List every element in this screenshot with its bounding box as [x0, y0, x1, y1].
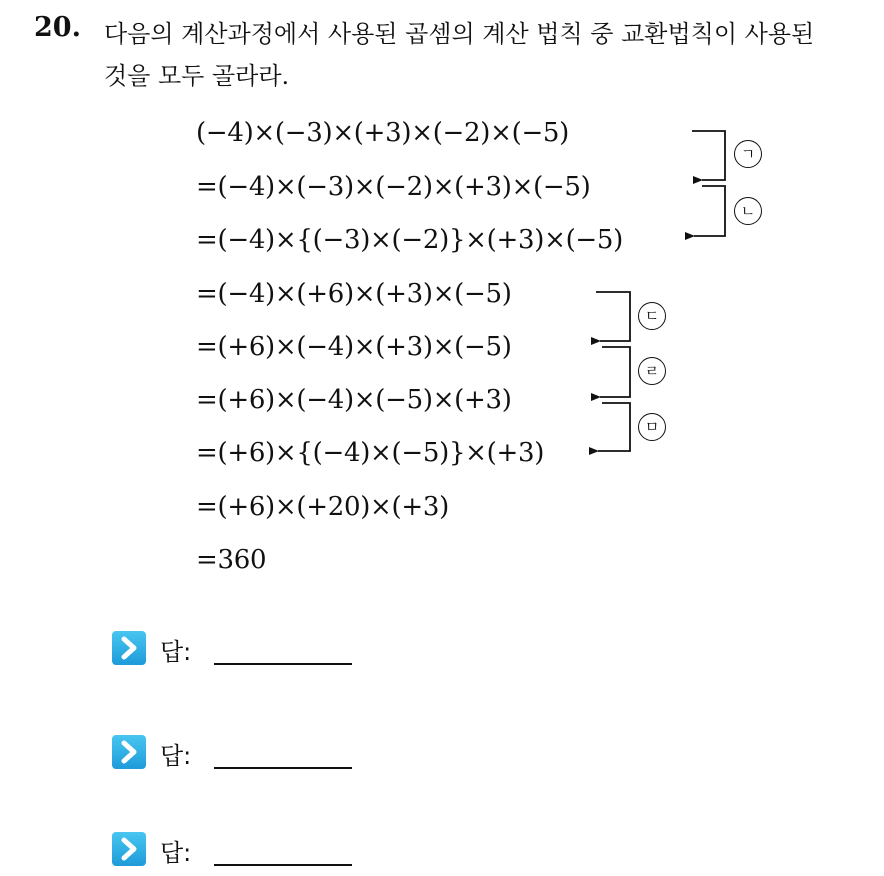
step-label-4: ㄹ [638, 357, 666, 385]
step-label-5: ㅁ [638, 413, 666, 441]
equation-line: (−4)×(−3)×(+3)×(−2)×(−5) [196, 118, 570, 148]
answer-label: 답: [160, 742, 192, 770]
chevron-right-icon [112, 735, 146, 769]
answer-row [112, 735, 362, 771]
bracket-step-4 [600, 347, 630, 397]
answer-label: 답: [160, 638, 192, 666]
chevron-right-icon [112, 631, 146, 665]
equation-line: =(−4)×{(−3)×(−2)}×(+3)×(−5) [196, 225, 623, 255]
question-text-line-2: 것을 모두 골라라. [104, 62, 290, 90]
bracket-step-1 [692, 131, 725, 180]
equation-line: =360 [196, 545, 267, 575]
bracket-step-3 [596, 292, 630, 341]
chevron-right-icon [112, 832, 146, 866]
equation-line: =(+6)×{(−4)×(−5)}×(+3) [196, 438, 545, 468]
step-label-1: ㄱ [734, 140, 762, 168]
equation-line: =(−4)×(+6)×(+3)×(−5) [196, 279, 512, 309]
answer-input-1[interactable] [214, 661, 352, 665]
answer-input-2[interactable] [214, 765, 352, 769]
bracket-step-5 [598, 403, 630, 451]
step-label-2: ㄴ [734, 197, 762, 225]
question-text-line-1: 다음의 계산과정에서 사용된 곱셈의 계산 법칙 중 교환법칙이 사용된 [104, 20, 815, 48]
equation-line: =(+6)×(−4)×(−5)×(+3) [196, 385, 512, 415]
equation-line: =(−4)×(−3)×(−2)×(+3)×(−5) [196, 172, 591, 202]
answer-label: 답: [160, 839, 192, 867]
equation-line: =(+6)×(+20)×(+3) [196, 492, 449, 522]
answer-row [112, 631, 362, 667]
answer-input-3[interactable] [214, 862, 352, 866]
bracket-step-2 [694, 186, 725, 236]
equation-line: =(+6)×(−4)×(+3)×(−5) [196, 332, 512, 362]
step-label-3: ㄷ [638, 302, 666, 330]
question-number: 20. [34, 12, 81, 43]
answer-row [112, 832, 362, 868]
